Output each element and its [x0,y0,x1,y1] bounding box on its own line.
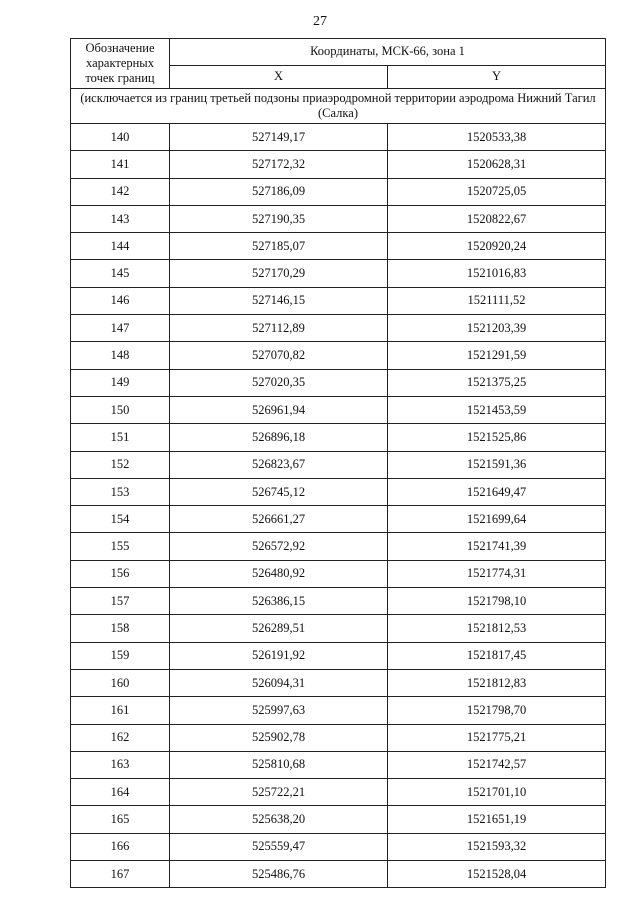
table-row [71,588,606,615]
table-row [71,233,606,260]
header-x-label: X [170,65,388,88]
table-row [71,342,606,369]
y-coordinate: 1521741,39 [388,533,606,560]
table-row [71,287,606,314]
y-coordinate: 1521651,19 [388,806,606,833]
point-number: 161 [71,697,170,724]
table-row [71,642,606,669]
point-number: 146 [71,287,170,314]
table-row [71,124,606,151]
point-number: 140 [71,124,170,151]
table-row [71,506,606,533]
x-coordinate: 526191,92 [170,642,388,669]
x-coordinate: 527186,09 [170,178,388,205]
table-row [71,560,606,587]
point-number: 157 [71,588,170,615]
x-coordinate: 527170,29 [170,260,388,287]
x-coordinate: 527112,89 [170,315,388,342]
x-coordinate: 526896,18 [170,424,388,451]
point-number: 162 [71,724,170,751]
header-y-label: Y [388,65,606,88]
y-coordinate: 1521812,83 [388,669,606,696]
table-row [71,478,606,505]
y-coordinate: 1521649,47 [388,478,606,505]
x-coordinate: 526823,67 [170,451,388,478]
header-row-top [71,39,606,66]
y-coordinate: 1521291,59 [388,342,606,369]
table-row [71,806,606,833]
x-coordinate: 527172,32 [170,151,388,178]
x-coordinate: 525638,20 [170,806,388,833]
header-coords-title: Координаты, МСК-66, зона 1 [170,39,606,66]
y-coordinate: 1521111,52 [388,287,606,314]
x-coordinate: 526289,51 [170,615,388,642]
point-number: 166 [71,833,170,860]
point-number: 153 [71,478,170,505]
y-coordinate: 1521016,83 [388,260,606,287]
y-coordinate: 1521591,36 [388,451,606,478]
x-coordinate: 527185,07 [170,233,388,260]
y-coordinate: 1520822,67 [388,205,606,232]
y-coordinate: 1521528,04 [388,861,606,888]
point-number: 141 [71,151,170,178]
y-coordinate: 1520628,31 [388,151,606,178]
point-number: 154 [71,506,170,533]
y-coordinate: 1521812,53 [388,615,606,642]
table-row [71,533,606,560]
page-number: 27 [313,14,327,29]
table-row [71,833,606,860]
point-number: 152 [71,451,170,478]
point-number: 142 [71,178,170,205]
x-coordinate: 526745,12 [170,478,388,505]
x-coordinate: 527190,35 [170,205,388,232]
point-number: 149 [71,369,170,396]
y-coordinate: 1520725,05 [388,178,606,205]
table-row [71,369,606,396]
x-coordinate: 526386,15 [170,588,388,615]
y-coordinate: 1521525,86 [388,424,606,451]
y-coordinate: 1520533,38 [388,124,606,151]
y-coordinate: 1521798,70 [388,697,606,724]
x-coordinate: 525722,21 [170,779,388,806]
table-row [71,178,606,205]
point-number: 167 [71,861,170,888]
point-number: 148 [71,342,170,369]
point-number: 147 [71,315,170,342]
x-coordinate: 527149,17 [170,124,388,151]
y-coordinate: 1521817,45 [388,642,606,669]
x-coordinate: 526094,31 [170,669,388,696]
coordinates-table [70,38,606,888]
y-coordinate: 1521775,21 [388,724,606,751]
table-row [71,205,606,232]
y-coordinate: 1521203,39 [388,315,606,342]
x-coordinate: 525559,47 [170,833,388,860]
x-coordinate: 527020,35 [170,369,388,396]
point-number: 143 [71,205,170,232]
x-coordinate: 525486,76 [170,861,388,888]
point-number: 151 [71,424,170,451]
x-coordinate: 527070,82 [170,342,388,369]
point-number: 160 [71,669,170,696]
x-coordinate: 525997,63 [170,697,388,724]
y-coordinate: 1521375,25 [388,369,606,396]
table-row [71,424,606,451]
table-row [71,615,606,642]
table-row [71,396,606,423]
point-number: 145 [71,260,170,287]
point-number: 156 [71,560,170,587]
x-coordinate: 525902,78 [170,724,388,751]
note-row [71,89,606,124]
x-coordinate: 526661,27 [170,506,388,533]
point-number: 165 [71,806,170,833]
point-number: 159 [71,642,170,669]
table-row [71,724,606,751]
x-coordinate: 527146,15 [170,287,388,314]
header-designation: Обозначение характерных точек границ [71,39,170,89]
y-coordinate: 1520920,24 [388,233,606,260]
y-coordinate: 1521798,10 [388,588,606,615]
point-number: 164 [71,779,170,806]
point-number: 163 [71,751,170,778]
coordinates-table-body [71,39,606,888]
x-coordinate: 525810,68 [170,751,388,778]
x-coordinate: 526572,92 [170,533,388,560]
y-coordinate: 1521593,32 [388,833,606,860]
y-coordinate: 1521453,59 [388,396,606,423]
table-row [71,779,606,806]
section-note: (исключается из границ третьей подзоны приаэродромной территории аэродрома Нижний Тагил (Салка) [71,89,606,124]
x-coordinate: 526480,92 [170,560,388,587]
y-coordinate: 1521701,10 [388,779,606,806]
point-number: 155 [71,533,170,560]
point-number: 150 [71,396,170,423]
table-row [71,751,606,778]
y-coordinate: 1521742,57 [388,751,606,778]
table-row [71,861,606,888]
point-number: 144 [71,233,170,260]
y-coordinate: 1521699,64 [388,506,606,533]
table-row [71,451,606,478]
table-row [71,697,606,724]
point-number: 158 [71,615,170,642]
table-row [71,315,606,342]
x-coordinate: 526961,94 [170,396,388,423]
table-row [71,151,606,178]
table-row [71,260,606,287]
table-row [71,669,606,696]
y-coordinate: 1521774,31 [388,560,606,587]
